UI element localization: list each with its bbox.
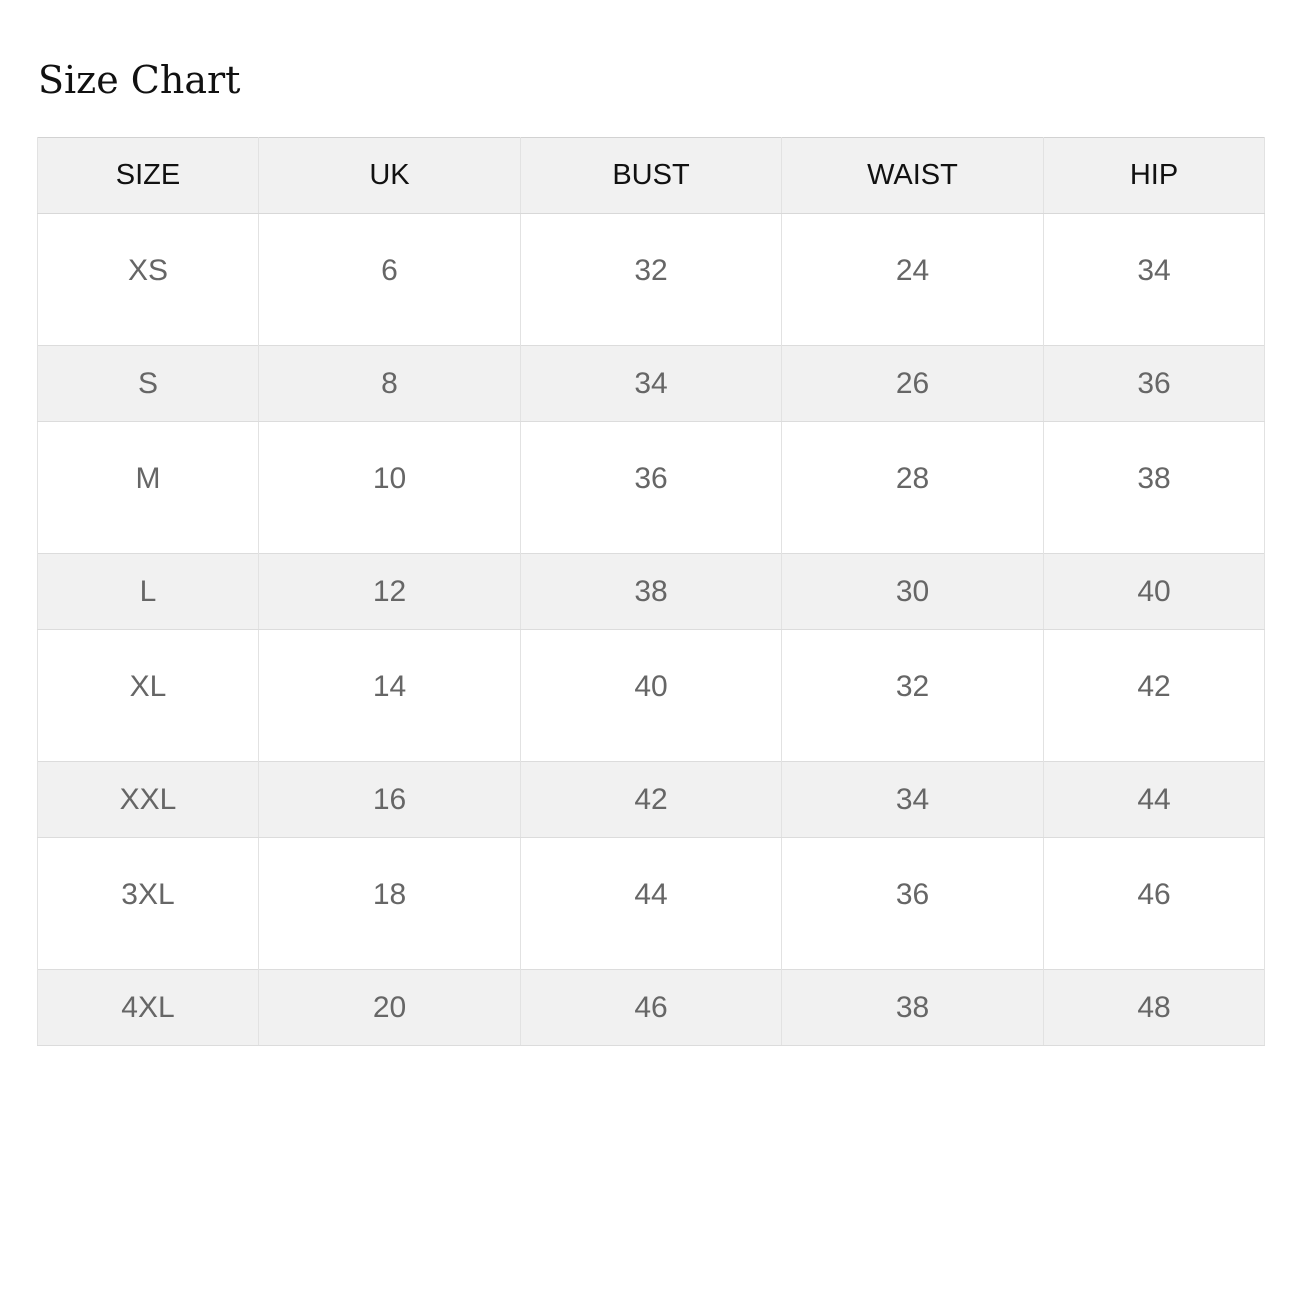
cell-waist: 28 [782,422,1044,554]
cell-hip: 36 [1044,346,1265,422]
cell-bust: 32 [521,214,782,346]
cell-size: S [38,346,259,422]
cell-waist: 30 [782,554,1044,630]
table-row [38,554,1265,630]
cell-hip: 44 [1044,762,1265,838]
table-row [38,422,1265,554]
cell-bust: 36 [521,422,782,554]
cell-uk: 16 [259,762,521,838]
cell-uk: 14 [259,630,521,762]
cell-bust: 40 [521,630,782,762]
cell-waist: 36 [782,838,1044,970]
cell-uk: 8 [259,346,521,422]
cell-bust: 34 [521,346,782,422]
cell-uk: 6 [259,214,521,346]
header-row [38,138,1265,214]
cell-waist: 32 [782,630,1044,762]
table-row [38,630,1265,762]
column-header-bust: BUST [521,138,782,214]
cell-bust: 46 [521,970,782,1046]
cell-hip: 40 [1044,554,1265,630]
column-header-uk: UK [259,138,521,214]
cell-waist: 38 [782,970,1044,1046]
cell-bust: 42 [521,762,782,838]
cell-size: XS [38,214,259,346]
column-header-waist: WAIST [782,138,1044,214]
cell-hip: 38 [1044,422,1265,554]
table-row [38,762,1265,838]
cell-bust: 38 [521,554,782,630]
cell-hip: 42 [1044,630,1265,762]
page-title: Size Chart [38,58,241,102]
size-chart-table [37,137,1265,1046]
cell-size: XL [38,630,259,762]
column-header-size: SIZE [38,138,259,214]
table-row [38,346,1265,422]
cell-bust: 44 [521,838,782,970]
cell-waist: 24 [782,214,1044,346]
table-row [38,214,1265,346]
cell-size: XXL [38,762,259,838]
cell-hip: 48 [1044,970,1265,1046]
cell-size: 4XL [38,970,259,1046]
cell-hip: 34 [1044,214,1265,346]
cell-uk: 20 [259,970,521,1046]
cell-uk: 10 [259,422,521,554]
cell-waist: 26 [782,346,1044,422]
cell-uk: 18 [259,838,521,970]
cell-size: M [38,422,259,554]
table-header [38,138,1265,214]
column-header-hip: HIP [1044,138,1265,214]
cell-hip: 46 [1044,838,1265,970]
cell-size: L [38,554,259,630]
cell-size: 3XL [38,838,259,970]
table-body [38,214,1265,1046]
cell-uk: 12 [259,554,521,630]
table-row [38,970,1265,1046]
table-row [38,838,1265,970]
cell-waist: 34 [782,762,1044,838]
